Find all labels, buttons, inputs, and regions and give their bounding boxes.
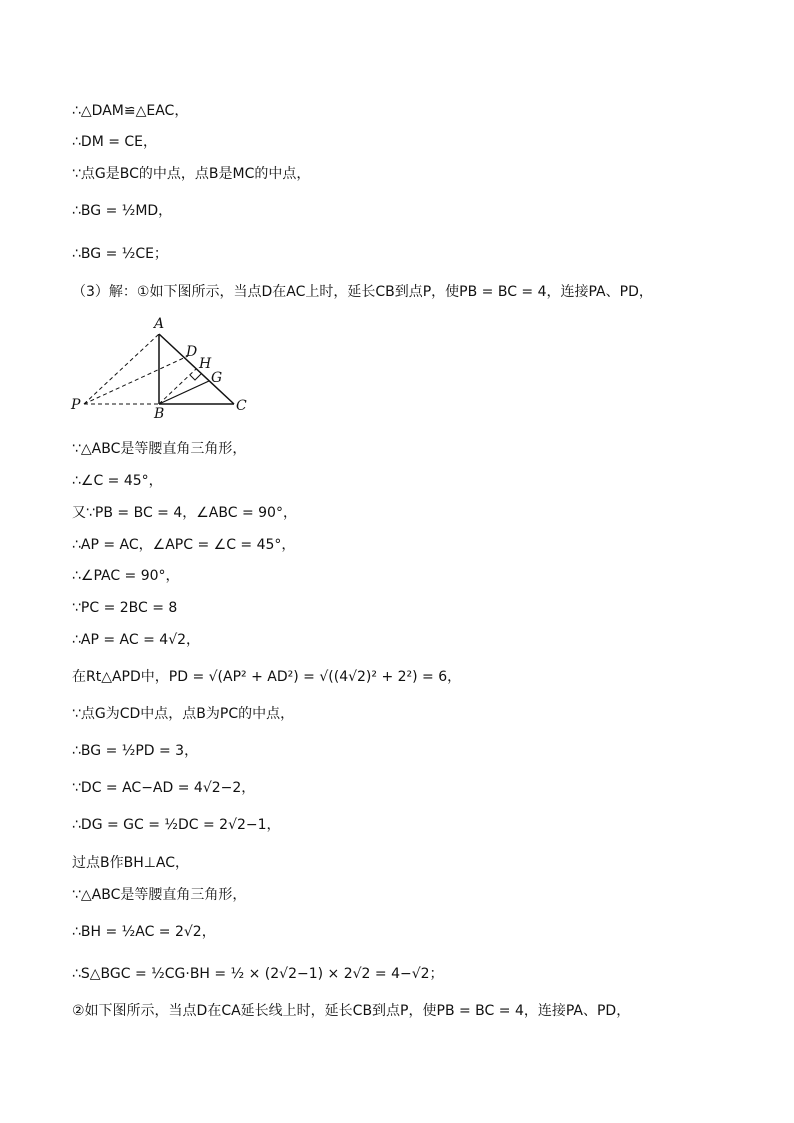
text-line: ∴AP = AC = 4√2， xyxy=(72,632,201,648)
text-line: ∵DC = AC−AD = 4√2−2， xyxy=(72,780,256,796)
label-G: G xyxy=(211,370,223,386)
text-line: ∵△ABC是等腰直角三角形， xyxy=(72,441,247,457)
text-line: ∴S△BGC = ½CG·BH = ½ × (2√2−1) × 2√2 = 4−√2； xyxy=(72,966,444,982)
text-line: 在Rt△APD中，PD = √(AP² + AD²) = √((4√2)² + 2²) = 6， xyxy=(72,669,462,685)
segment-BG xyxy=(159,381,209,404)
text-line: 又∵PB = BC = 4，∠ABC = 90°， xyxy=(72,505,297,521)
label-P: P xyxy=(71,397,81,413)
segment-PD xyxy=(84,356,188,404)
text-line: ∴DG = GC = ½DC = 2√2−1， xyxy=(72,817,281,833)
text-line: ∴∠C = 45°， xyxy=(72,473,163,489)
label-H: H xyxy=(199,356,212,372)
text-line: ②如下图所示，当点D在CA延长线上时，延长CB到点P，使PB = BC = 4，连接PA、PD， xyxy=(72,1003,631,1019)
text-line: ∴△DAM≌△EAC， xyxy=(72,103,189,119)
text-line: ∵PC = 2BC = 8 xyxy=(72,600,178,616)
text-line: （3）解：①如下图所示，当点D在AC上时，延长CB到点P，使PB = BC = 4，连接PA、PD， xyxy=(72,284,653,300)
right-angle-mark xyxy=(190,374,201,380)
label-C: C xyxy=(236,398,247,414)
text-line: ∵点G为CD中点，点B为PC的中点， xyxy=(72,706,295,722)
text-line: ∵△ABC是等腰直角三角形， xyxy=(72,887,247,903)
text-line: ∴BG = ½CE； xyxy=(72,246,168,262)
label-A: A xyxy=(154,316,165,332)
text-line: ∴BG = ½MD， xyxy=(72,203,173,219)
text-line: ∴BH = ½AC = 2√2， xyxy=(72,924,216,940)
text-line: ∴AP = AC，∠APC = ∠C = 45°， xyxy=(72,537,296,553)
segment-BH xyxy=(159,369,196,404)
text-line: ∴BG = ½PD = 3， xyxy=(72,743,199,759)
segment-PA xyxy=(84,334,159,404)
geometry-figure xyxy=(62,312,262,422)
label-B: B xyxy=(154,406,165,422)
label-D: D xyxy=(186,344,198,360)
text-line: 过点B作BH⊥AC， xyxy=(72,855,190,871)
text-line: ∴DM = CE， xyxy=(72,134,158,150)
text-line: ∴∠PAC = 90°， xyxy=(72,568,180,584)
text-line: ∵点G是BC的中点，点B是MC的中点， xyxy=(72,166,311,182)
